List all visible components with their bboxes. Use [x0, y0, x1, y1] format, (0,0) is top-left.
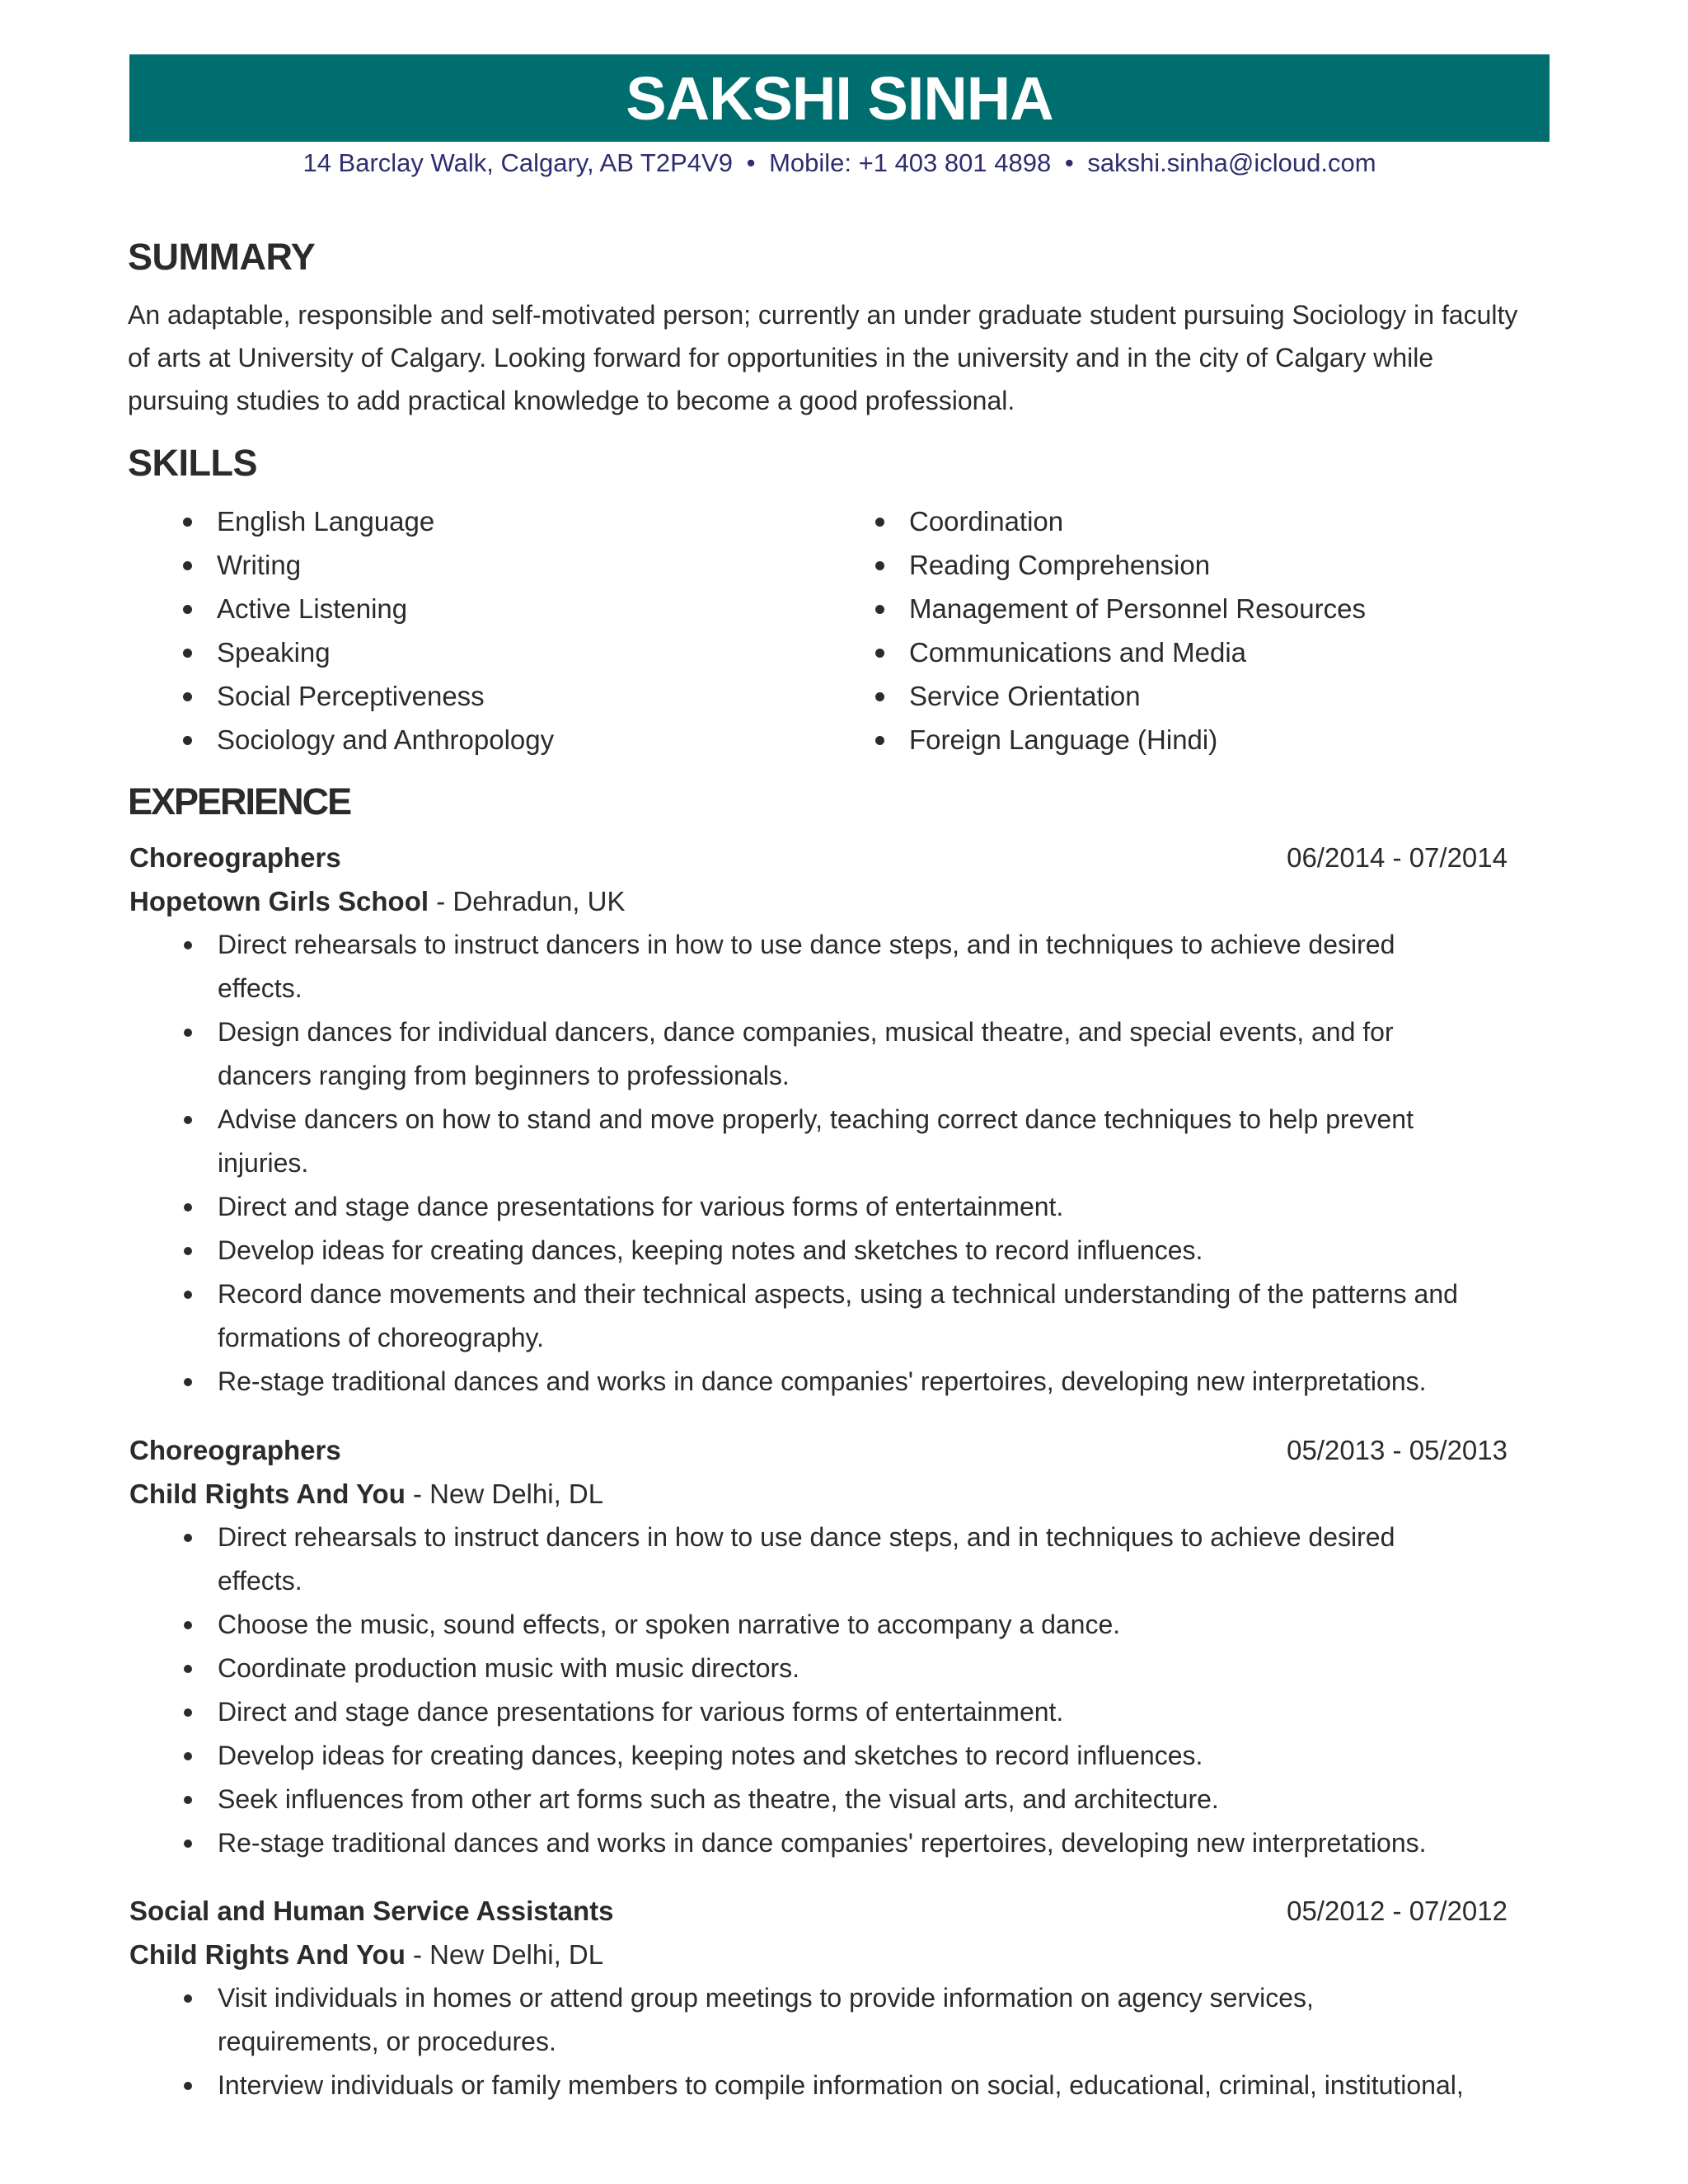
- experience-entry: [129, 1428, 1507, 1865]
- skill-item: Service Orientation: [820, 674, 1529, 718]
- skill-item: Speaking: [128, 630, 820, 674]
- job-dates: 05/2013 - 05/2013: [1287, 1435, 1507, 1465]
- experience-entry: [129, 1889, 1507, 2107]
- experience-heading: EXPERIENCE: [128, 780, 351, 823]
- contact-separator: •: [1064, 148, 1074, 177]
- job-location: - Dehradun, UK: [429, 886, 626, 916]
- job-duty-item: Direct rehearsals to instruct dancers in how to use dance steps, and in techniques to achieve desired effects.: [129, 923, 1507, 1010]
- job-title: Choreographers: [129, 1435, 341, 1465]
- job-location: - New Delhi, DL: [405, 1939, 604, 1970]
- skill-item: Writing: [128, 543, 820, 587]
- job-duty-item: Re-stage traditional dances and works in dance companies' repertoires, developing new interpretations.: [129, 1360, 1507, 1404]
- skills-column-right: [820, 499, 1529, 762]
- job-employer-line: [129, 1933, 1507, 1976]
- job-duty-item: Advise dancers on how to stand and move properly, teaching correct dance techniques to help prevent injuries.: [129, 1098, 1507, 1185]
- job-duties-list: [129, 923, 1507, 1404]
- summary-heading: SUMMARY: [128, 236, 316, 278]
- skill-item: Sociology and Anthropology: [128, 718, 820, 762]
- job-header: [129, 1889, 1507, 1933]
- skills-column-left: [128, 499, 820, 762]
- skill-item: English Language: [128, 499, 820, 543]
- job-employer-line: [129, 1472, 1507, 1516]
- skills-heading: SKILLS: [128, 442, 258, 484]
- job-title: Social and Human Service Assistants: [129, 1896, 614, 1926]
- job-duty-item: Record dance movements and their technical aspects, using a technical understanding of the patterns and formations of choreography.: [129, 1272, 1507, 1360]
- job-dates: 06/2014 - 07/2014: [1287, 842, 1507, 873]
- job-duties-list: [129, 1516, 1507, 1865]
- job-duty-item: Direct rehearsals to instruct dancers in how to use dance steps, and in techniques to achieve desired effects.: [129, 1516, 1507, 1603]
- summary-text: An adaptable, responsible and self-motivated person; currently an under graduate student pursuing Sociology in faculty of arts at University of Calgary. Looking forward for opportunities in the university and in the city of Calgary while pursuing studies to add practical knowledge to become a good professional.: [128, 300, 1518, 415]
- skill-item: Communications and Media: [820, 630, 1529, 674]
- job-duty-item: Choose the music, sound effects, or spoken narrative to accompany a dance.: [129, 1603, 1507, 1647]
- contact-mobile: Mobile: +1 403 801 4898: [769, 148, 1052, 177]
- contact-email[interactable]: sakshi.sinha@icloud.com: [1087, 148, 1376, 177]
- job-duty-item: Re-stage traditional dances and works in dance companies' repertoires, developing new interpretations.: [129, 1821, 1507, 1865]
- job-duty-item: Visit individuals in homes or attend group meetings to provide information on agency services, requirements, or procedures.: [129, 1976, 1507, 2064]
- job-duty-item: Direct and stage dance presentations for various forms of entertainment.: [129, 1185, 1507, 1229]
- job-employer: Hopetown Girls School: [129, 886, 429, 916]
- job-duty-item: Coordinate production music with music directors.: [129, 1647, 1507, 1690]
- skill-item: Foreign Language (Hindi): [820, 718, 1529, 762]
- job-duty-item: Develop ideas for creating dances, keeping notes and sketches to record influences.: [129, 1229, 1507, 1272]
- skill-item: Social Perceptiveness: [128, 674, 820, 718]
- skills-grid: [128, 499, 1529, 762]
- job-location: - New Delhi, DL: [405, 1479, 604, 1509]
- job-duties-list: [129, 1976, 1507, 2107]
- experience-entry: [129, 836, 1507, 1404]
- job-duty-item: Seek influences from other art forms such as theatre, the visual arts, and architecture.: [129, 1778, 1507, 1821]
- contact-address: 14 Barclay Walk, Calgary, AB T2P4V9: [302, 148, 733, 177]
- skill-item: Management of Personnel Resources: [820, 587, 1529, 630]
- candidate-name: SAKSHI SINHA: [626, 63, 1053, 133]
- job-header: [129, 1428, 1507, 1472]
- job-employer-line: [129, 879, 1507, 923]
- job-duty-item: Interview individuals or family members to compile information on social, educational, criminal, institutional,: [129, 2064, 1507, 2107]
- job-employer: Child Rights And You: [129, 1479, 406, 1509]
- job-title: Choreographers: [129, 842, 341, 873]
- job-duty-item: Design dances for individual dancers, dance companies, musical theatre, and special events, and for dancers ranging from beginners to professionals.: [129, 1010, 1507, 1098]
- job-employer: Child Rights And You: [129, 1939, 406, 1970]
- job-header: [129, 836, 1507, 879]
- skill-item: Reading Comprehension: [820, 543, 1529, 587]
- skill-item: Coordination: [820, 499, 1529, 543]
- job-duty-item: Develop ideas for creating dances, keeping notes and sketches to record influences.: [129, 1734, 1507, 1778]
- contact-separator: •: [746, 148, 756, 177]
- name-banner: [129, 54, 1550, 142]
- contact-line: [129, 148, 1550, 178]
- job-dates: 05/2012 - 07/2012: [1287, 1896, 1507, 1926]
- job-duty-item: Direct and stage dance presentations for various forms of entertainment.: [129, 1690, 1507, 1734]
- skill-item: Active Listening: [128, 587, 820, 630]
